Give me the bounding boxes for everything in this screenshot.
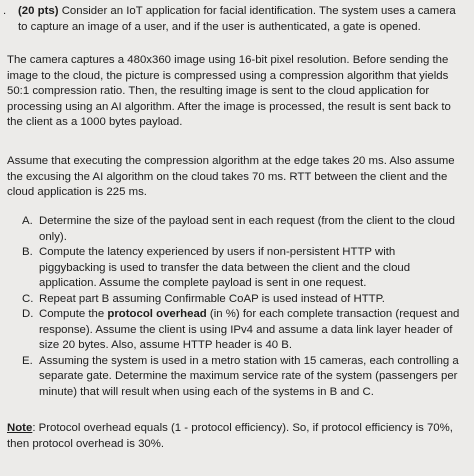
question-marker: . xyxy=(3,5,7,17)
note-label: Note xyxy=(7,422,33,434)
question-intro: Consider an IoT application for facial identification. The system uses a camera to capture an image of a user, and if the user is authenticated, a gate is opened. xyxy=(18,5,456,33)
paragraph-assumptions: Assume that executing the compression algorithm at the edge takes 20 ms. Also assume the excusing the AI algorithm on the cloud takes 70 ms. RTT between the client and the cloud application is 225 ms. xyxy=(7,155,455,198)
part-c xyxy=(22,292,462,308)
part-d-pre: Compute the xyxy=(39,308,108,320)
part-e-letter: E. xyxy=(22,354,33,367)
part-b-text: Compute the latency experienced by users if non-persistent HTTP with piggybacking is used to transfer the data between the client and the cloud application. Assume the complete payload is sent in one request. xyxy=(39,246,411,289)
part-e xyxy=(22,354,462,401)
part-a-text: Determine the size of the payload sent in each request (from the client to the cloud only). xyxy=(39,215,455,243)
parts-list xyxy=(22,214,462,400)
part-a-letter: A. xyxy=(22,215,33,227)
question-points: (20 pts) xyxy=(18,5,59,17)
part-d-bold: protocol overhead xyxy=(107,308,207,320)
paragraph-camera: The camera captures a 480x360 image using 16-bit pixel resolution. Before sending the image to the cloud, the picture is compressed using a compression algorithm that yields 50:1 compression ratio. Then, the resulting image is sent to the cloud application for processing using an AI algorithm. After the image is processed, the result is sent back to the client as a 1000 bytes payload. xyxy=(7,54,451,128)
part-c-text: Repeat part B assuming Confirmable CoAP is used instead of HTTP. xyxy=(39,292,385,305)
question-intro-block xyxy=(7,4,467,35)
part-e-text: Assuming the system is used in a metro station with 15 cameras, each controlling a separate gate. Determine the maximum service rate of the system (passengers per minute) that will result when using each of the systems in B and C. xyxy=(39,354,459,398)
part-c-letter: C. xyxy=(22,292,34,305)
part-b-letter: B. xyxy=(22,246,33,258)
part-b xyxy=(22,245,462,292)
note-text: : Protocol overhead equals (1 - protocol efficiency). So, if protocol efficiency is 70%, then protocol overhead is 30%. xyxy=(7,422,453,450)
part-d-letter: D. xyxy=(22,308,34,320)
part-d xyxy=(22,307,462,354)
part-d-post: (in %) for each complete transaction (request and response). Assume the client is using IPv4 and assume a data link layer header of size 20 bytes. Also, assume HTTP header is 40 B. xyxy=(39,308,460,351)
note-block xyxy=(7,421,467,452)
question-header xyxy=(3,4,467,35)
part-a xyxy=(22,214,462,245)
